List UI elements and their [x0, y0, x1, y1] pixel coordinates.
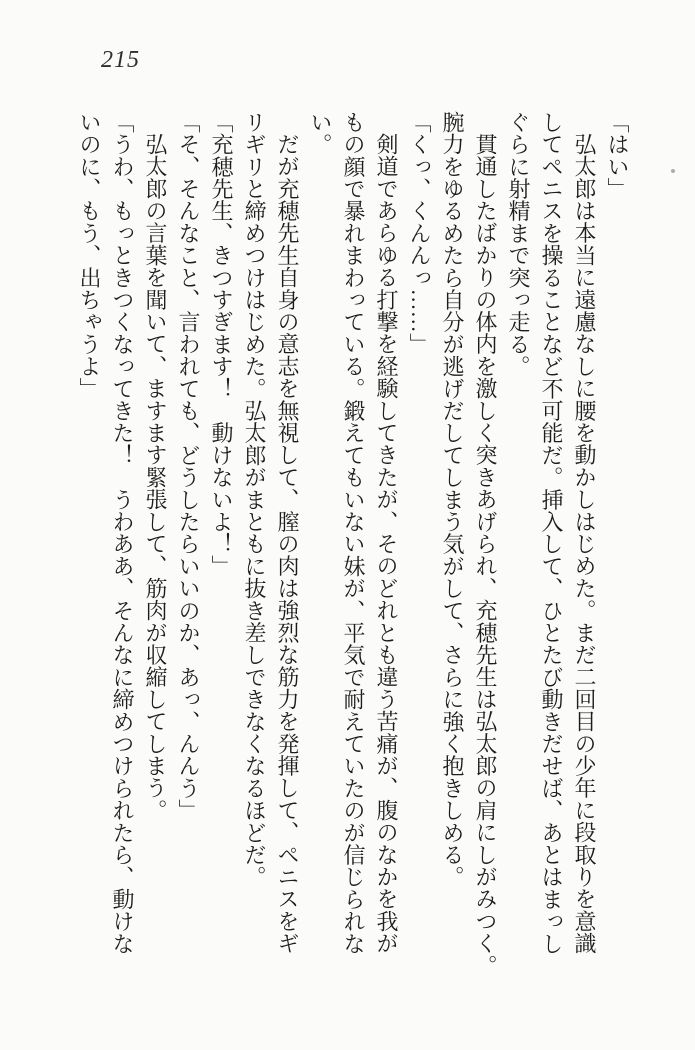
text-line: 弘太郎は本当に遠慮なしに腰を動かしはじめた。まだ二回目の少年に段取りを意識 [572, 133, 597, 955]
text-line: してペニスを操ることなど不可能だ。挿入して、ひとたび動きだせば、あとはまっし [539, 111, 564, 955]
text-line: だが充穂先生自身の意志を無視して、膣の肉は強烈な筋力を発揮して、ペニスをギ [275, 133, 300, 955]
text-line: 弘太郎の言葉を聞いて、ますます緊張して、筋肉が収縮してしまう。 [143, 133, 168, 822]
text-line: いのに、もう、出ちゃうよ」 [77, 111, 102, 400]
text-line: 腕力をゆるめたら自分が逃げだしてしまう気がして、さらに強く抱きしめる。 [440, 111, 465, 888]
text-line: ぐらに射精まで突っ走る。 [506, 111, 531, 378]
text-line: もの顔で暴れまわっている。鍛えてもいない妹が、平気で耐えていたのが信じられな [341, 111, 366, 955]
text-line: 貫通したばかりの体内を激しく突きあげられ、充穂先生は弘太郎の肩にしがみつく。 [473, 133, 498, 977]
text-line: リギリと締めつけはじめた。弘太郎がまともに抜き差しできなくなるほどだ。 [242, 111, 267, 888]
text-line: い。 [308, 111, 333, 156]
text-line: 「そ、そんなこと、言われても、どうしたらいいのか、あっ、んんう」 [176, 111, 201, 822]
page-number: 215 [101, 47, 140, 73]
text-line: 「くっ、くんんっ……」 [407, 111, 432, 356]
body-text [73, 111, 634, 977]
scan-speck [671, 169, 675, 173]
text-line: 「充穂先生、きつすぎます！ 動けないよ！」 [209, 111, 234, 578]
text-line: 「うわ、もっときつくなってきた！ うわああ、そんなに締めつけられたら、動けな [110, 111, 135, 955]
text-line: 「はい」 [605, 111, 630, 200]
text-line: 剣道であらゆる打撃を経験してきたが、そのどれとも違う苦痛が、腹のなかを我が [374, 133, 399, 955]
